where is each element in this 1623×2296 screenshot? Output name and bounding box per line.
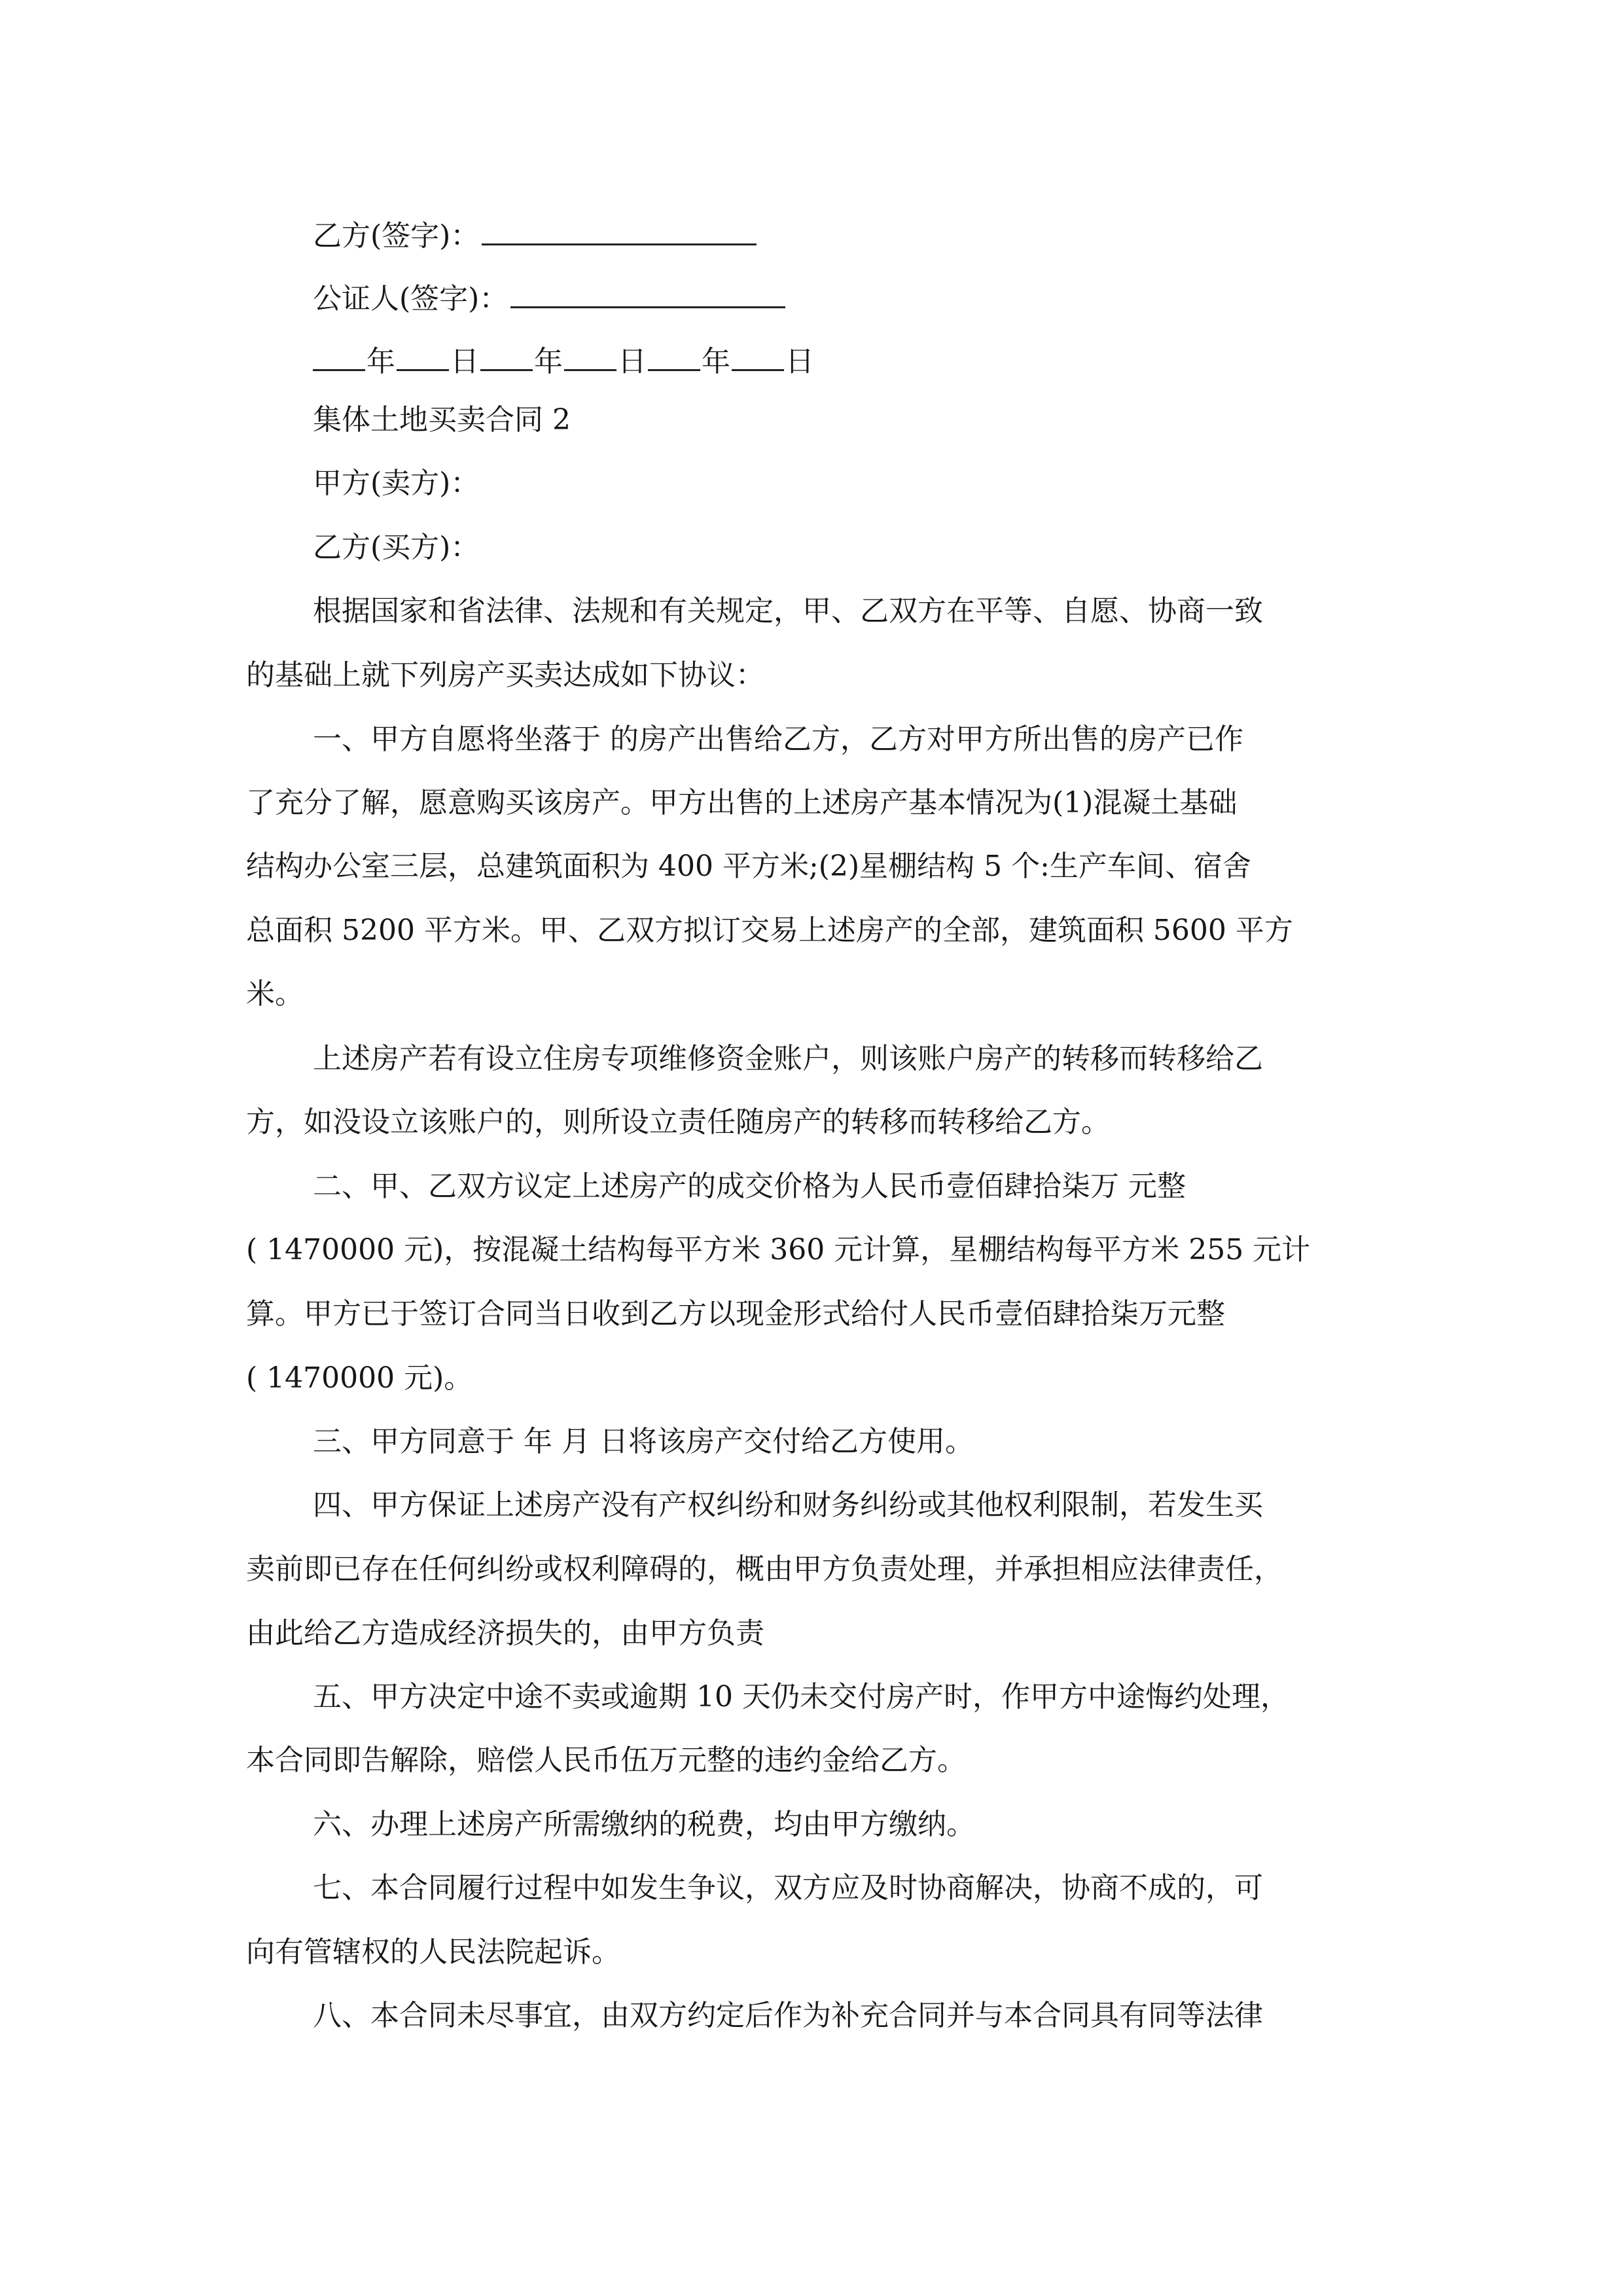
party-b-signature-line — [313, 216, 757, 251]
clause-1-line: 了充分了解，愿意购买该房产。甲方出售的上述房产基本情况为(1)混凝土基础 — [246, 786, 1238, 819]
date-blank — [397, 342, 449, 371]
clause-2-line: ( 1470000 元)，按混凝土结构每平方米 360 元计算，星棚结构每平方米 255 元计 — [246, 1233, 1311, 1266]
date-blank — [313, 342, 365, 371]
clause-2-line: 算。甲方已于签订合同当日收到乙方以现金形式给付人民币壹佰肆拾柒万元整 — [246, 1297, 1225, 1331]
clause-5-line: 五、甲方决定中途不卖或逾期 10 天仍未交付房产时，作甲方中途悔约处理， — [313, 1680, 1289, 1713]
clause-2-line: ( 1470000 元)。 — [246, 1361, 473, 1395]
party-b-signature-label: 乙方(签字)： — [313, 219, 480, 253]
date-blank — [564, 342, 616, 371]
clause-4-line: 四、甲方保证上述房产没有产权纠纷和财务纠纷或其他权利限制，若发生买 — [313, 1488, 1263, 1522]
clause-4-line: 卖前即已存在任何纠纷或权利障碍的，概由甲方负责处理，并承担相应法律责任， — [246, 1552, 1283, 1586]
date-blank — [648, 342, 700, 371]
clause-2-line: 二、甲、乙双方议定上述房产的成交价格为人民币壹佰肆拾柒万 元整 — [313, 1170, 1186, 1203]
clause-5-line: 本合同即告解除，赔偿人民币伍万元整的违约金给乙方。 — [246, 1744, 966, 1777]
party-a-line: 甲方(卖方)： — [313, 467, 480, 500]
notary-signature-blank — [510, 279, 785, 308]
date-blank — [480, 342, 533, 371]
date-unit: 日 — [618, 344, 647, 378]
clause-1-line: 结构办公室三层，总建筑面积为 400 平方米;(2)星棚结构 5 个:生产车间、宿舍 — [246, 850, 1251, 883]
clause-4-line: 由此给乙方造成经济损失的，由甲方负责 — [246, 1617, 764, 1650]
maintenance-fund-line: 上述房产若有设立住房专项维修资金账户，则该账户房产的转移而转移给乙 — [313, 1042, 1263, 1075]
maintenance-fund-line: 方，如没设立该账户的，则所设立责任随房产的转移而转移给乙方。 — [246, 1105, 1110, 1139]
date-blank — [732, 342, 784, 371]
clause-7-line: 向有管辖权的人民法院起诉。 — [246, 1935, 620, 1969]
intro-line: 根据国家和省法律、法规和有关规定，甲、乙双方在平等、自愿、协商一致 — [313, 594, 1263, 628]
party-b-signature-blank — [482, 216, 757, 245]
clause-1-line: 一、甲方自愿将坐落于 的房产出售给乙方，乙方对甲方所出售的房产已作 — [313, 723, 1243, 756]
date-unit: 日 — [450, 344, 479, 378]
clause-1-line: 总面积 5200 平方米。甲、乙双方拟订交易上述房产的全部，建筑面积 5600 平方 — [246, 914, 1293, 947]
notary-signature-line — [313, 279, 785, 314]
intro-line: 的基础上就下列房产买卖达成如下协议： — [246, 658, 764, 692]
party-b-line: 乙方(买方)： — [313, 531, 480, 564]
clause-8-line: 八、本合同未尽事宜，由双方约定后作为补充合同并与本合同具有同等法律 — [313, 1999, 1263, 2032]
date-unit: 年 — [366, 344, 395, 378]
date-unit: 日 — [785, 344, 814, 378]
clause-1-line: 米。 — [246, 977, 304, 1011]
signature-date-line — [313, 342, 815, 376]
notary-signature-label: 公证人(签字)： — [313, 281, 508, 315]
date-unit: 年 — [702, 344, 730, 378]
contract-title: 集体土地买卖合同 2 — [313, 403, 571, 437]
clause-7-line: 七、本合同履行过程中如发生争议，双方应及时协商解决，协商不成的，可 — [313, 1871, 1263, 1905]
date-unit: 年 — [534, 344, 563, 378]
clause-3-line: 三、甲方同意于 年 月 日将该房产交付给乙方使用。 — [313, 1425, 974, 1458]
clause-6-line: 六、办理上述房产所需缴纳的税费，均由甲方缴纳。 — [313, 1808, 975, 1841]
